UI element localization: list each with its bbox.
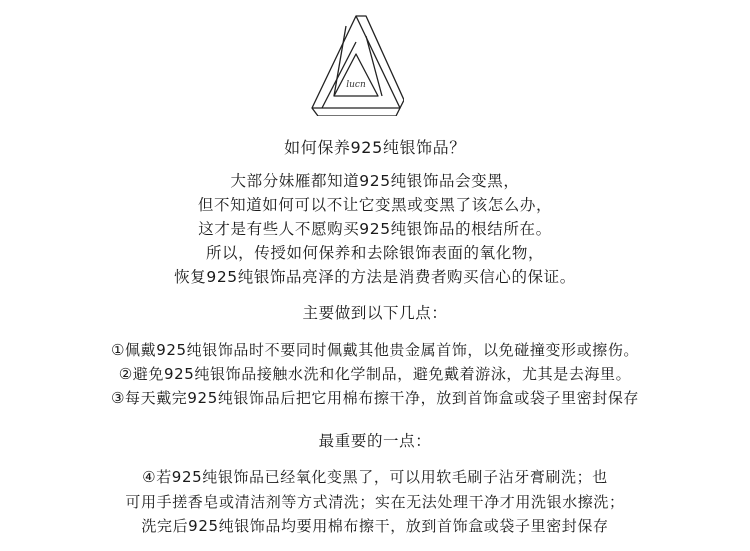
section-heading-most-important: 最重要的一点： [318,432,432,450]
tip-1: ①佩戴925纯银饰品时不要同时佩戴其他贵金属首饰，以免碰撞变形或擦伤。 [110,341,640,359]
tip-4-line-3: 洗完后925纯银饰品均要用棉布擦干，放到首饰盒或袋子里密封保存 [141,517,609,535]
intro-line-4: 所以，传授如何保养和去除银饰表面的氧化物， [205,244,545,262]
intro-line-2: 但不知道如何可以不让它变黑或变黑了该怎么办， [197,196,553,214]
tip-4-line-1: ④若925纯银饰品已经氧化变黑了，可以用软毛刷子沾牙膏刷洗；也 [142,468,608,486]
intro-line-1: 大部分妹雁都知道925纯银饰品会变黑， [230,172,520,190]
section-heading-main-points: 主要做到以下几点： [302,304,448,322]
intro-line-5: 恢复925纯银饰品亮泽的方法是消费者购买信心的保证。 [174,268,576,286]
page-title: 如何保养925纯银饰品？ [284,138,466,157]
intro-line-3: 这才是有些人不愿购买925纯银饰品的根结所在。 [198,220,552,238]
logo-text: lucn [346,80,366,90]
tip-2: ②避免925纯银饰品接触水洗和化学制品，避免戴着游泳，尤其是去海里。 [118,365,632,383]
tip-3: ③每天戴完925纯银饰品后把它用棉布擦干净，放到首饰盒或袋子里密封保存 [110,389,640,407]
impossible-triangle-logo [308,12,404,116]
tip-4-line-2: 可用手搓香皂或清洁剂等方式清洗；实在无法处理干净才用洗银水擦洗； [125,493,625,511]
